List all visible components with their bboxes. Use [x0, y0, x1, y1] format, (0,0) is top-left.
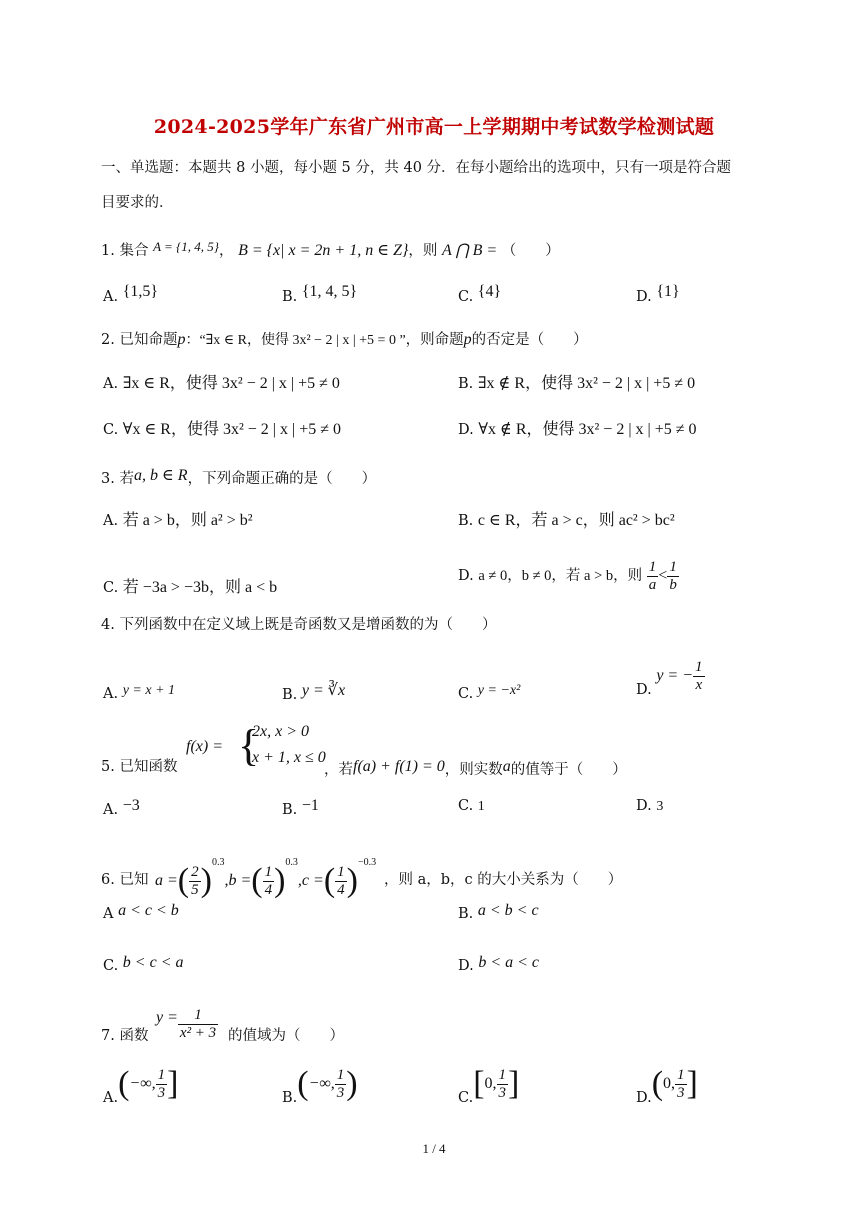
q6-option-a: [103, 901, 179, 924]
option-label: C.: [458, 289, 474, 305]
q7-option-a: [103, 1064, 178, 1118]
fraction-denominator: x: [695, 676, 703, 693]
option-value: {1,5}: [122, 283, 159, 300]
option-label: B.: [282, 687, 298, 703]
option-inner: −∞,: [308, 1075, 335, 1092]
q5-condition: f(a) + f(1) = 0: [353, 758, 445, 775]
q5-option-b: [282, 796, 319, 820]
section-instructions-line1: 一、单选题：本题共 8 小题，每小题 5 分，共 40 分．在每小题给出的选项中，只有一项是符合题: [101, 160, 732, 176]
option-value: 3: [656, 799, 664, 814]
option-value: c ∈ R，若 a > c，则 ac² > bc²: [477, 512, 675, 529]
question-5-lead: 5. 已知函数: [101, 759, 178, 775]
q4-option-d: [636, 656, 705, 710]
q5-option-d: [636, 796, 663, 817]
paren-left: (: [177, 862, 190, 899]
question-6-lead: 6. 已知: [101, 872, 149, 888]
q3-tail: ，下列命题正确的是（ ）: [187, 471, 377, 487]
option-label: A: [103, 906, 114, 922]
option-inner: −∞,: [129, 1075, 156, 1092]
option-label: C.: [103, 958, 119, 974]
option-label: A.: [103, 513, 119, 529]
q5-option-a: [103, 796, 140, 820]
paren-left: (: [323, 862, 336, 899]
q3-option-b: [458, 511, 675, 531]
option-value: ∀x ∈ R，使得 3x² − 2 | x | +5 ≠ 0: [122, 421, 342, 438]
q5-a: a: [502, 758, 511, 775]
paren-right: ): [200, 862, 212, 899]
option-label: D.: [636, 289, 652, 305]
option-value: −3: [122, 797, 140, 814]
fraction-denominator: 4: [264, 881, 273, 898]
fraction-denominator: 3: [157, 1084, 166, 1101]
q6-a-eq: a =: [155, 872, 178, 889]
q7-option-c: [458, 1064, 519, 1118]
option-label: D.: [458, 568, 474, 584]
q3-number: 3. 若: [101, 471, 134, 487]
q5-mid: ，若: [324, 762, 353, 778]
q2-p: p: [177, 331, 186, 348]
option-value: b < a < c: [478, 954, 540, 971]
option-label: B.: [458, 513, 474, 529]
q6-option-d: [458, 953, 539, 976]
q7-y-eq: y =: [156, 1009, 178, 1026]
question-7-tail: 的值域为（ ）: [228, 1028, 344, 1044]
fraction-numerator: 2: [191, 863, 199, 880]
q1-set-a: A = {1, 4, 5}: [153, 239, 219, 254]
question-1: [101, 237, 560, 261]
option-value: y = −x²: [477, 683, 521, 698]
q5-tail: ，则实数: [444, 762, 503, 778]
q2-tail: ，则命题: [405, 332, 464, 348]
q5-case-2: x + 1, x ≤ 0: [252, 749, 326, 766]
q1-separator: ，: [218, 243, 234, 259]
q3-option-c: [103, 578, 277, 598]
option-label: A.: [103, 686, 119, 702]
fraction-numerator: 1: [337, 863, 345, 880]
q2-number: 2. 已知命题: [101, 332, 178, 348]
option-fraction: [675, 1067, 687, 1102]
q4-d-fraction: [693, 659, 705, 694]
option-value: ∃x ∈ R，使得 3x² − 2 | x | +5 ≠ 0: [122, 375, 340, 392]
bracket-right: ): [346, 1065, 358, 1102]
q7-option-b: [282, 1064, 358, 1118]
option-value: ∀x ∉ R，使得 3x² − 2 | x | +5 ≠ 0: [478, 421, 697, 438]
q1-set-b: B = {x| x = 2n + 1, n ∈ Z}: [238, 242, 409, 259]
bracket-left: (: [297, 1065, 309, 1102]
option-label: B.: [282, 289, 298, 305]
fraction-numerator: 1: [178, 1007, 218, 1025]
fraction-numerator: 1: [498, 1066, 507, 1083]
q3-d-less-than: <: [658, 567, 668, 584]
bracket-left: (: [651, 1065, 664, 1102]
option-value: y = x + 1: [122, 683, 176, 698]
bracket-right: ]: [508, 1065, 520, 1102]
question-3: [101, 466, 376, 489]
paren-left: (: [251, 862, 263, 899]
option-label: C.: [458, 1090, 474, 1106]
option-value: {1}: [656, 283, 680, 300]
page-number: 1 / 4: [422, 1141, 446, 1156]
bracket-right: ]: [686, 1065, 698, 1102]
q3-condition: a, b ∈ R: [133, 467, 188, 484]
fraction-denominator: 5: [191, 881, 199, 898]
fraction-numerator: 1: [336, 1066, 345, 1083]
fraction-denominator: 3: [498, 1084, 507, 1101]
fraction-denominator: 3: [336, 1084, 345, 1101]
question-2: [101, 330, 588, 351]
option-label: B.: [282, 802, 298, 818]
q2-option-d: [458, 420, 697, 440]
q5-case-1: 2x, x > 0: [252, 723, 309, 740]
option-label: B.: [458, 906, 474, 922]
question-7-lead: 7. 函数: [101, 1028, 149, 1044]
q6-c-fraction: [335, 864, 347, 899]
q3-option-d: [458, 556, 679, 596]
bracket-left: [: [473, 1065, 485, 1102]
q1-option-a: [103, 282, 158, 307]
option-label: D.: [458, 422, 474, 438]
q6-c-exponent: −0.3: [357, 857, 377, 868]
bracket-left: (: [118, 1065, 130, 1102]
option-label: D.: [636, 1090, 652, 1106]
q6-a-exponent: 0.3: [211, 857, 225, 868]
q1-option-b: [282, 282, 357, 307]
fraction-denominator: 4: [337, 881, 345, 898]
option-value: {4}: [477, 283, 502, 300]
fraction-denominator: 3: [677, 1084, 685, 1101]
option-label: C.: [458, 686, 474, 702]
q2-option-b: [458, 374, 695, 394]
q1-option-d: [636, 282, 680, 307]
section-instructions-line2: 目要求的．: [101, 195, 174, 211]
option-value: 1: [477, 799, 485, 814]
q6-b-exponent: 0.3: [285, 857, 298, 868]
option-value: y = −: [656, 667, 694, 684]
paren-right: ): [274, 862, 286, 899]
option-inner: 0,: [484, 1075, 497, 1092]
option-fraction: [335, 1067, 347, 1102]
bracket-right: ]: [167, 1065, 179, 1102]
question-4: 4. 下列函数中在定义域上既是奇函数又是增函数的为（ ）: [101, 617, 497, 633]
q6-c-eq: ,c =: [297, 872, 324, 889]
fraction-numerator: 1: [264, 863, 273, 880]
fraction-numerator: 1: [648, 558, 657, 575]
option-value: −1: [301, 797, 319, 814]
q7-function: [156, 998, 218, 1044]
page-title: 2024-2025学年广东省广州市高一上学期期中考试数学检测试题: [153, 116, 715, 138]
option-fraction: [497, 1067, 509, 1102]
q1-expression: A ⋂ B =: [441, 242, 498, 259]
q6-definitions: [155, 840, 377, 899]
q5-tail2: 的值等于（ ）: [510, 762, 627, 778]
q4-option-a: [103, 681, 175, 704]
q7-fraction: [178, 1007, 218, 1042]
option-label: A.: [103, 289, 119, 305]
option-value: {1, 4, 5}: [301, 283, 358, 300]
q6-b-eq: ,b =: [224, 872, 252, 889]
option-value: y = ∛x: [301, 682, 346, 699]
q1-option-c: [458, 282, 501, 307]
fraction-denominator: a: [648, 576, 657, 593]
option-value: 若 −3a > −3b，则 a < b: [122, 579, 278, 596]
option-value: ∃x ∉ R，使得 3x² − 2 | x | +5 ≠ 0: [477, 375, 696, 392]
option-label: D.: [458, 958, 474, 974]
q5-f-of-x: f(x) =: [186, 738, 223, 755]
q3-d-fraction-1: [647, 559, 659, 594]
option-label: C.: [103, 580, 119, 596]
q2-option-c: [103, 420, 341, 440]
option-label: D.: [636, 682, 652, 698]
q2-option-a: [103, 374, 340, 394]
option-value: b < c < a: [122, 954, 184, 971]
fraction-numerator: 1: [677, 1066, 685, 1083]
q3-option-a: [103, 511, 253, 531]
q1-number: 1. 集合: [101, 243, 149, 259]
q1-answer-paren: （ ）: [501, 243, 560, 259]
q2-proposition: ：“∃x ∈ R，使得 3x² − 2 | x | +5 = 0 ”: [185, 333, 406, 348]
question-5-tail: [324, 757, 627, 780]
q2-tail2: 的否定是（ ）: [471, 332, 588, 348]
q2-p2: p: [463, 331, 472, 348]
option-label: A.: [103, 1090, 119, 1106]
q4-option-b: [282, 681, 345, 705]
paren-right: ): [346, 862, 358, 899]
option-value: a < c < b: [118, 902, 179, 919]
option-fraction: [156, 1067, 168, 1102]
q7-option-d: [636, 1064, 698, 1118]
option-label: A.: [103, 376, 119, 392]
option-label: B.: [282, 1090, 298, 1106]
option-label: C.: [458, 798, 474, 814]
option-label: B.: [458, 376, 474, 392]
q4-option-c: [458, 681, 520, 704]
q5-brace: {: [238, 721, 260, 770]
q3-d-fraction-2: [667, 559, 679, 594]
q6-b-fraction: [263, 864, 275, 899]
option-value: a ≠ 0，b ≠ 0，若 a > b，则: [478, 568, 643, 584]
option-label: A.: [103, 802, 119, 818]
fraction-denominator: x² + 3: [179, 1024, 217, 1041]
fraction-numerator: 1: [157, 1066, 166, 1083]
option-label: D.: [636, 798, 652, 814]
fraction-numerator: 1: [695, 658, 703, 675]
q6-option-c: [103, 953, 184, 976]
q5-option-c: [458, 796, 485, 817]
fraction-numerator: 1: [669, 558, 677, 575]
option-value: 若 a > b，则 a² > b²: [122, 512, 253, 529]
fraction-denominator: b: [669, 576, 677, 593]
q1-tail: ，则: [408, 243, 438, 259]
question-6-tail: ，则 a，b，c 的大小关系为（ ）: [384, 872, 623, 888]
option-value: a < b < c: [477, 902, 539, 919]
q6-option-b: [458, 901, 539, 924]
option-inner: 0,: [663, 1075, 676, 1092]
q6-a-fraction: [189, 864, 201, 899]
option-label: C.: [103, 422, 119, 438]
